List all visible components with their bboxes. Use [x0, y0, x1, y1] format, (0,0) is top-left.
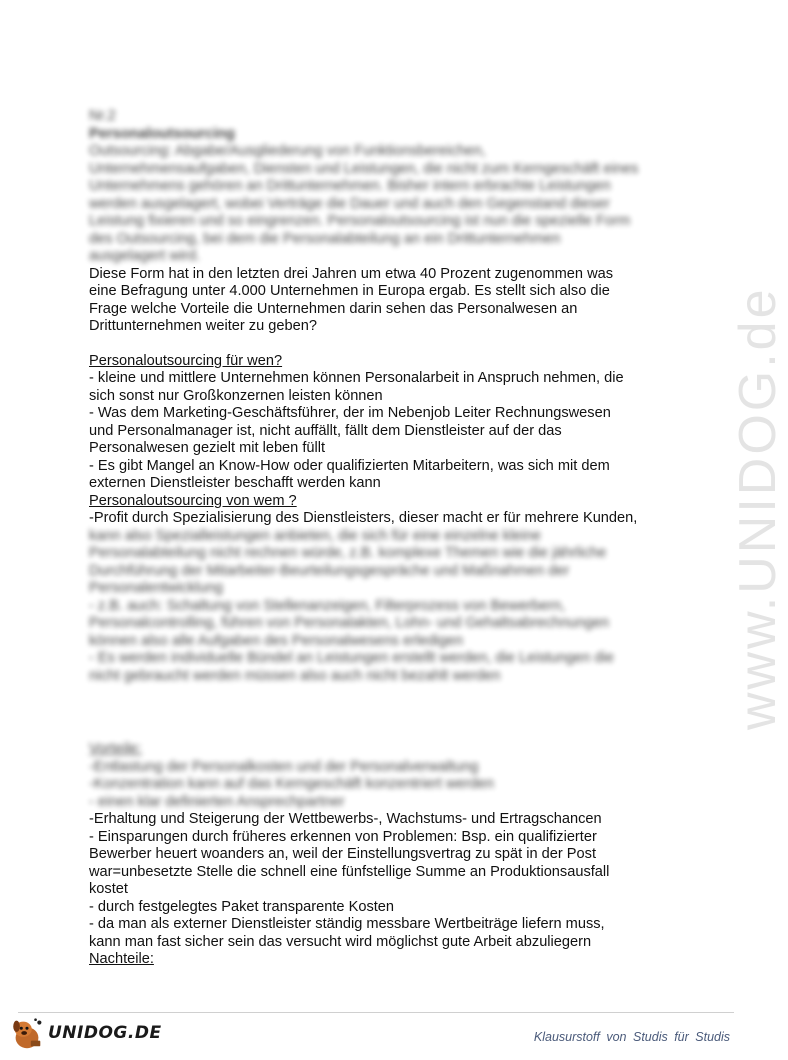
- watermark: [680, 270, 787, 740]
- text-line: Personalabteilung nicht rechnen würde, z.B. komplexe Themen wie die jährliche: [89, 545, 607, 561]
- text-line: Leistung fixieren und so eingrenzen. Personaloutsourcing ist nun die spezielle Form: [89, 213, 631, 229]
- text-line: Diese Form hat in den letzten drei Jahren um etwa 40 Prozent zugenommen was: [89, 265, 614, 282]
- logo-text: UNIDOG.DE: [48, 1023, 162, 1043]
- text-line: sich sonst nur Großkonzernen leisten können: [89, 387, 383, 404]
- text-line: - Es gibt Mangel an Know-How oder qualifizierten Mitarbeitern, was sich mit dem: [89, 457, 610, 474]
- text-line: des Outsourcing, bei dem die Personalabteilung an ein Drittunternehmen: [89, 230, 561, 247]
- text-line: - Einsparungen durch früheres erkennen von Problemen: Bsp. ein qualifizierter: [89, 828, 597, 845]
- text-line: Durchführung der Mitarbeiter-Beurteilungsgespräche und Maßnahmen der: [89, 562, 570, 579]
- text-line: können also alle Aufgaben des Personalwesens erledigen: [89, 632, 464, 649]
- dog-mascot-icon: [8, 1013, 46, 1053]
- text-line: - kleine und mittlere Unternehmen können Personalarbeit in Anspruch nehmen, die: [89, 370, 624, 386]
- text-line: und Personalmanager ist, nicht auffällt, fällt dem Dienstleister auf der das: [89, 422, 562, 439]
- section-advantages: [89, 741, 669, 951]
- text-line: - Was dem Marketing-Geschäftsführer, der im Nebenjob Leiter Rechnungswesen: [89, 405, 611, 421]
- definition-paragraph: [89, 143, 669, 266]
- text-line: -Konzentration kann auf das Kerngeschäft konzentriert werden: [89, 776, 494, 792]
- watermark-text: www.UNIDOG.de: [729, 286, 787, 730]
- unidog-logo[interactable]: [8, 1012, 162, 1054]
- text-line: Outsourcing: Abgabe/Ausgliederung von Funktionsbereichen,: [89, 143, 486, 159]
- text-line: werden ausgelagert, wobei Verträge die Dauer und auch den Gegenstand dieser: [89, 195, 610, 212]
- text-line: Personalentwicklung: [89, 580, 223, 596]
- footer-tagline: Klausurstoff von Studis für Studis: [533, 1030, 730, 1044]
- text-line: - einen klar definierten Ansprechpartner: [89, 793, 345, 810]
- blurred-paragraph: [89, 741, 669, 811]
- text-line: kann also Spezialleistungen anbieten, die sich für eine einzelne kleine: [89, 527, 541, 544]
- text-line: - da man als externer Dienstleister ständig messbare Wertbeiträge liefern muss,: [89, 916, 605, 932]
- text-line: Personalcontrolling, führen von Personalakten, Lohn- und Gehaltsabrechnungen: [89, 615, 610, 631]
- text-line: - Es werden individuelle Bündel an Leistungen erstellt werden, die Leistungen die: [89, 650, 614, 666]
- text-line: Drittunternehmen weiter zu geben?: [89, 318, 317, 334]
- text-line: Unternehmens gehören an Drittunternehmen. Bisher intern erbrachte Leistungen: [89, 178, 611, 194]
- section-heading: Personaloutsourcing für wen?: [89, 352, 283, 369]
- text-line: war=unbesetzte Stelle die schnell eine fünfstellige Summe an Produktionsausfall: [89, 863, 610, 880]
- section-from-whom: [89, 493, 669, 686]
- text-line: Unternehmensaufgaben, Diensten und Leistungen, die nicht zum Kerngeschäft eines: [89, 160, 639, 177]
- text-line: Frage welche Vorteile die Unternehmen darin sehen das Personalwesen an: [89, 300, 578, 317]
- section-for-whom: [89, 353, 669, 493]
- text-line: kann man fast sicher sein das versucht wird möglichst gute Arbeit abzuliegern: [89, 933, 592, 950]
- text-line: -Profit durch Spezialisierung des Dienstleisters, dieser macht er für mehrere Kunden,: [89, 510, 638, 526]
- document-title: Personaloutsourcing: [89, 125, 235, 142]
- disadvantages-heading: Nachteile:: [89, 951, 154, 967]
- text-line: - durch festgelegtes Paket transparente Kosten: [89, 898, 395, 915]
- text-line: nicht gebraucht werden müssen also auch nicht bezahlt werden: [89, 667, 501, 684]
- text-line: externen Dienstleister beschafft werden kann: [89, 475, 381, 491]
- text-line: ausgelagert wird.: [89, 248, 201, 264]
- section-heading: Vorteile:: [89, 741, 142, 757]
- section-heading: Personaloutsourcing von wem ?: [89, 492, 297, 509]
- text-line: eine Befragung unter 4.000 Unternehmen in Europa ergab. Es stellt sich also die: [89, 283, 610, 299]
- document-body: [89, 108, 669, 969]
- blurred-intro: [89, 108, 669, 266]
- section-number: Nr.2: [89, 108, 116, 124]
- text-line: -Entlastung der Personalkosten und der Personalverwaltung: [89, 758, 479, 775]
- text-line: kostet: [89, 881, 128, 897]
- text-line: -Erhaltung und Steigerung der Wettbewerbs-, Wachstums- und Ertragschancen: [89, 811, 602, 827]
- blurred-paragraph: [89, 528, 669, 686]
- text-line: Bewerber heuert woanders an, weil der Einstellungsvertrag zu spät in der Post: [89, 846, 596, 862]
- intro-paragraph: [89, 266, 669, 336]
- text-line: Personalwesen gezielt mit leben füllt: [89, 440, 326, 456]
- text-line: - z.B. auch: Schaltung von Stellenanzeigen, Filterprozess von Bewerbern,: [89, 597, 566, 614]
